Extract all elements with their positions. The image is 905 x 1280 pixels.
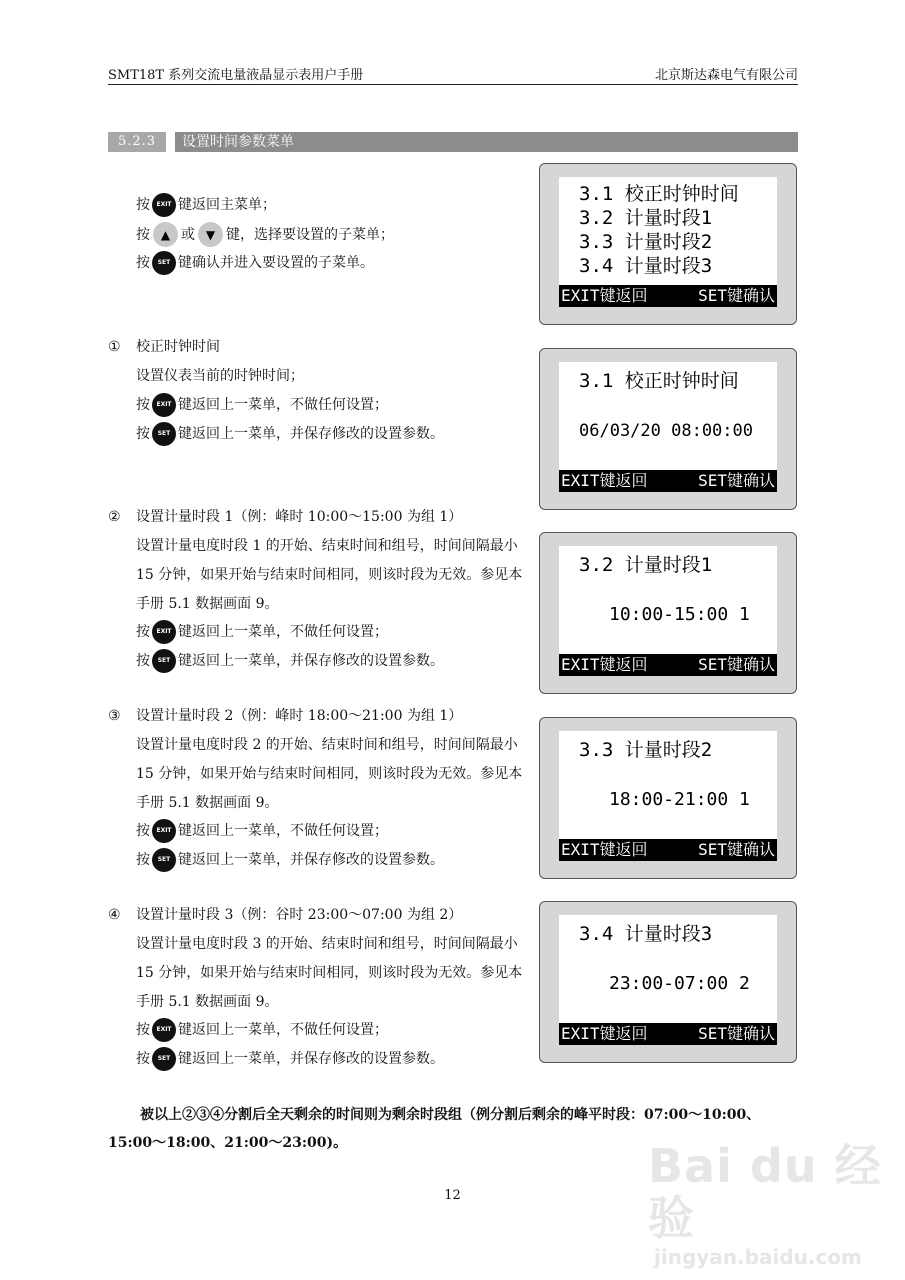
lcd-menu-item-3: 3.3 计量时段2 [579,231,713,253]
item-3-description: 设置计量电度时段 2 的开始、结束时间和组号，时间间隔最小 15 分钟，如果开始与结束时间相同，则该时段为无效。参见本手册 5.1 数据画面 9。 [136,737,523,811]
item-2-exit-line: 按 EXIT 键返回上一菜单，不做任何设置； [136,620,388,644]
item-4-set-line: 按 SET 键返回上一菜单，并保存修改的设置参数。 [136,1047,444,1071]
item-1-description: 设置仪表当前的时钟时间； [136,368,304,384]
exit-key-icon: EXIT [152,819,176,843]
exit-key-icon: EXIT [152,193,176,217]
lcd-title: 3.3 计量时段2 [579,739,713,761]
set-key-icon: SET [152,422,176,446]
item-1-set-line: 按 SET 键返回上一菜单，并保存修改的设置参数。 [136,422,444,446]
intro-exit-line: 按 EXIT 键返回主菜单； [136,193,276,217]
lcd-title: 3.1 校正时钟时间 [579,370,739,392]
lcd-footer: EXIT键返回 SET键确认 [561,655,775,674]
lcd-value: 06/03/20 08:00:00 [579,421,753,441]
exit-key-icon: EXIT [152,620,176,644]
set-key-icon: SET [152,848,176,872]
lcd-footer: EXIT键返回 SET键确认 [561,1024,775,1043]
page-number: 12 [444,1188,461,1203]
lcd-footer: EXIT键返回 SET键确认 [561,286,775,305]
lcd-title: 3.2 计量时段1 [579,554,713,576]
section-number: 5.2.3 [108,132,166,152]
header-manual-title: SMT18T 系列交流电量液晶显示表用户手册 [108,68,364,83]
lcd-value: 10:00-15:00 1 [609,604,750,625]
item-3-set-line: 按 SET 键返回上一菜单，并保存修改的设置参数。 [136,848,444,872]
lcd-panel-period-3 [539,901,797,1063]
item-3-heading: ③ 设置计量时段 2（例：峰时 18:00～21:00 为组 1） [108,708,463,724]
lcd-panel-period-2 [539,717,797,879]
lcd-panel-menu [539,163,797,325]
lcd-screen [559,177,777,307]
lcd-footer: EXIT键返回 SET键确认 [561,471,775,490]
lcd-value: 23:00-07:00 2 [609,973,750,994]
set-key-icon: SET [152,251,176,275]
lcd-footer: EXIT键返回 SET键确认 [561,840,775,859]
lcd-panel-clock [539,348,797,510]
lcd-screen [559,362,777,492]
down-arrow-key-icon: ▼ [198,222,223,247]
header-company-name: 北京斯达森电气有限公司 [654,68,798,83]
lcd-screen [559,731,777,861]
intro-arrow-line: 按 ▲ 或 ▼ 键，选择要设置的子菜单； [136,222,394,247]
item-4-description: 设置计量电度时段 3 的开始、结束时间和组号，时间间隔最小 15 分钟，如果开始与结束时间相同，则该时段为无效。参见本手册 5.1 数据画面 9。 [136,936,523,1010]
item-1-heading: ① 校正时钟时间 [108,339,220,355]
set-key-icon: SET [152,649,176,673]
lcd-screen [559,915,777,1045]
section-title: 设置时间参数菜单 [182,134,294,150]
section-heading-bar [108,132,798,152]
lcd-panel-period-1 [539,532,797,694]
lcd-menu-item-2: 3.2 计量时段1 [579,207,713,229]
summary-paragraph: 被以上②③④分割后全天剩余的时间则为剩余时段组（例分割后剩余的峰平时段：07:00～10:00、15:00～18:00、21:00～23:00)。 [108,1107,761,1151]
lcd-menu-item-1: 3.1 校正时钟时间 [579,183,739,205]
lcd-title: 3.4 计量时段3 [579,923,713,945]
lcd-menu-item-4: 3.4 计量时段3 [579,255,713,277]
intro-set-line: 按 SET 键确认并进入要设置的子菜单。 [136,251,374,275]
lcd-screen [559,546,777,676]
item-1-exit-line: 按 EXIT 键返回上一菜单，不做任何设置； [136,393,388,417]
baidu-watermark: Bai du 经验 jingyan.baidu.com [648,1139,882,1269]
item-2-heading: ② 设置计量时段 1（例：峰时 10:00～15:00 为组 1） [108,509,463,525]
item-2-description: 设置计量电度时段 1 的开始、结束时间和组号，时间间隔最小 15 分钟，如果开始与结束时间相同，则该时段为无效。参见本手册 5.1 数据画面 9。 [136,538,523,612]
up-arrow-key-icon: ▲ [153,222,178,247]
item-4-exit-line: 按 EXIT 键返回上一菜单，不做任何设置； [136,1018,388,1042]
exit-key-icon: EXIT [152,1018,176,1042]
item-4-heading: ④ 设置计量时段 3（例：谷时 23:00～07:00 为组 2） [108,907,463,923]
item-2-set-line: 按 SET 键返回上一菜单，并保存修改的设置参数。 [136,649,444,673]
header-divider [108,84,798,85]
exit-key-icon: EXIT [152,393,176,417]
set-key-icon: SET [152,1047,176,1071]
item-3-exit-line: 按 EXIT 键返回上一菜单，不做任何设置； [136,819,388,843]
lcd-value: 18:00-21:00 1 [609,789,750,810]
